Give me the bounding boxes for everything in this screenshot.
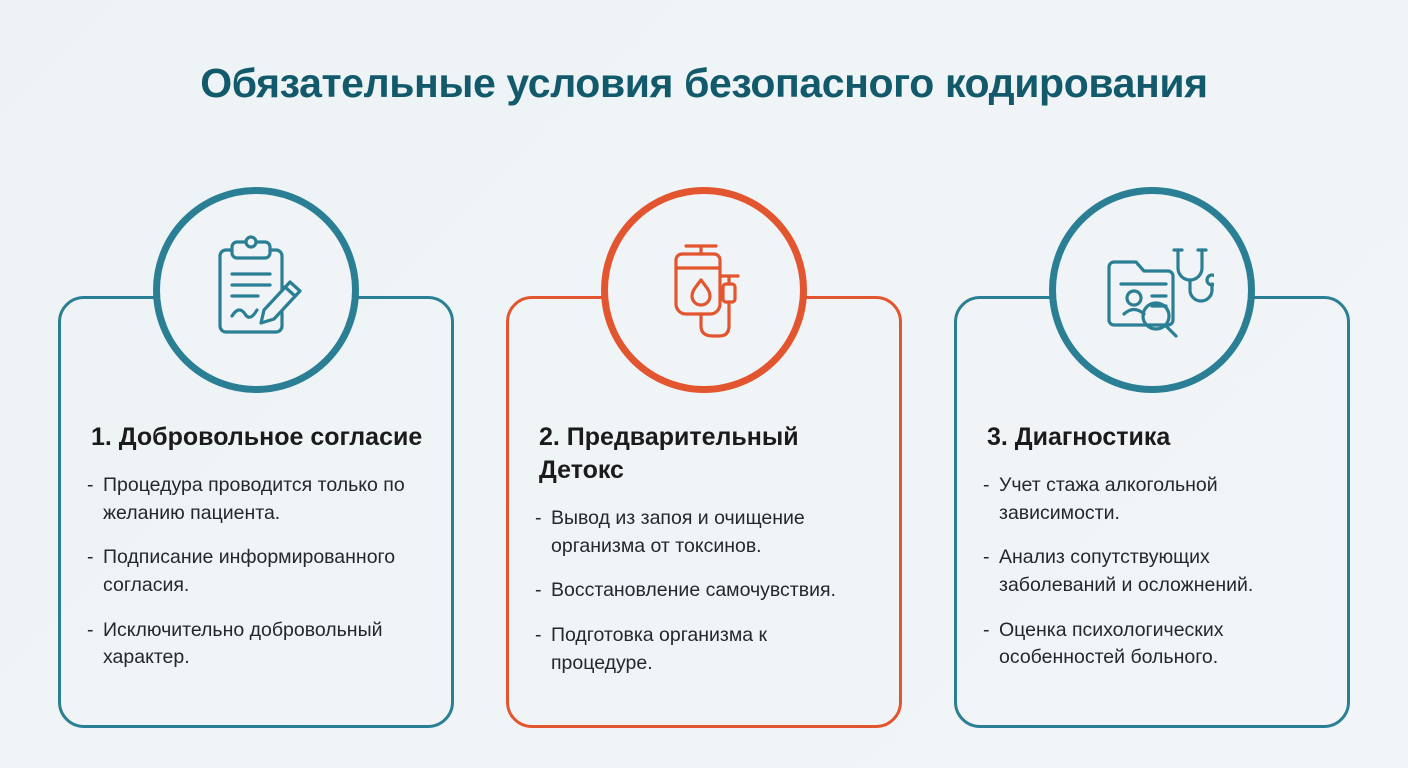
card-title: 2. Предварительный Детокс xyxy=(539,423,799,484)
list-item: - Подписание информированного согласия. xyxy=(87,544,425,599)
list-item: - Вывод из запоя и очищение организма от токсинов. xyxy=(535,505,873,560)
card-title: 1. Добровольное согласие xyxy=(91,423,423,451)
list-item: - Восстановление самочувствия. xyxy=(535,577,873,605)
iv-drip-blood-bag-icon xyxy=(642,228,766,352)
card-icon-circle xyxy=(153,187,359,393)
card-bullets xyxy=(87,472,425,672)
list-item: - Подготовка организма к процедуре. xyxy=(535,622,873,677)
card-bullets xyxy=(983,472,1321,672)
list-item: - Процедура проводится только по желанию пациента. xyxy=(87,472,425,527)
card-consent xyxy=(58,296,454,728)
clipboard-pen-icon xyxy=(194,228,318,352)
card-title: 3. Диагностика xyxy=(987,423,1171,451)
list-item: - Оценка психологических особенностей больного. xyxy=(983,617,1321,672)
card-diagnostics xyxy=(954,296,1350,728)
medical-record-stethoscope-icon xyxy=(1090,228,1214,352)
card-bullets xyxy=(535,505,873,677)
card-icon-circle xyxy=(1049,187,1255,393)
card-icon-circle xyxy=(601,187,807,393)
cards-row xyxy=(58,296,1350,728)
list-item: - Анализ сопутствующих заболеваний и осложнений. xyxy=(983,544,1321,599)
card-detox xyxy=(506,296,902,728)
page-title: Обязательные условия безопасного кодирования xyxy=(200,60,1208,106)
list-item: - Учет стажа алкогольной зависимости. xyxy=(983,472,1321,527)
list-item: - Исключительно добровольный характер. xyxy=(87,617,425,672)
